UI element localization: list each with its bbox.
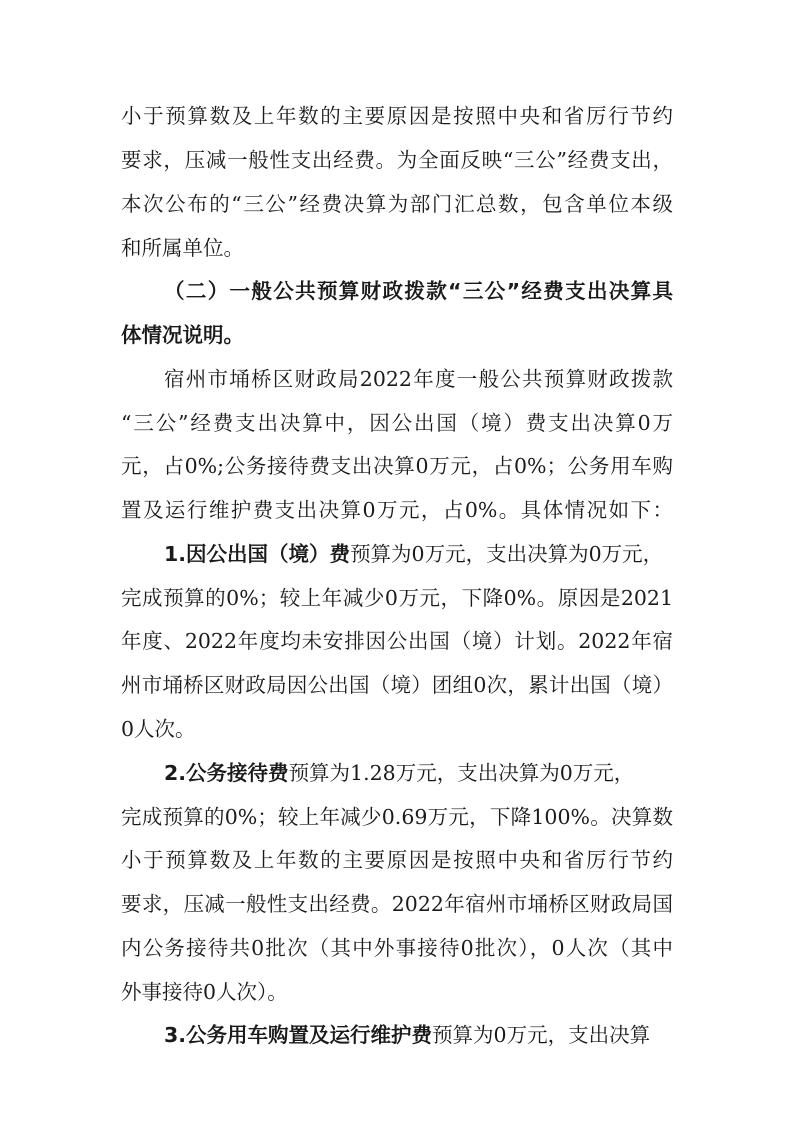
item-label: 2.公务接待费 [164,761,289,785]
paragraph-line: 小于预算数及上年数的主要原因是按照中央和省厉行节约 [121,104,673,128]
item-first-line [164,756,673,790]
paragraph-line: 要求，压减一般性支出经费。为全面反映“三公”经费支出， [121,148,673,172]
item-label: 3.公务用车购置及运行维护费 [164,1023,433,1047]
paragraph-line: 年度、2022年度均未安排因公出国（境）计划。2022年宿 [121,629,673,653]
paragraph-line: 完成预算的0%；较上年减少0万元，下降0%。原因是2021 [121,586,673,610]
paragraph-line: 元，占0%;公务接待费支出决算0万元，占0%；公务用车购 [121,454,673,478]
paragraph-line: 0人次。 [121,717,196,741]
section-heading: 体情况说明。 [121,323,244,347]
item-first-line [164,1018,673,1052]
paragraph-line: 本次公布的“三公”经费决算为部门汇总数，包含单位本级 [121,192,673,216]
item-label: 1.因公出国（境）费 [164,542,351,566]
section-heading: （二）一般公共预算财政拨款“三公”经费支出决算具 [164,279,673,303]
paragraph-line: 小于预算数及上年数的主要原因是按照中央和省厉行节约 [121,848,673,872]
paragraph-line: 要求，压减一般性支出经费。2022年宿州市埇桥区财政局国 [121,892,673,916]
paragraph-line: 完成预算的0%；较上年减少0.69万元，下降100%。决算数 [121,805,673,829]
paragraph-line: 外事接待0人次）。 [121,980,288,1004]
item-first-line [164,537,673,571]
item-text: 预算为1.28万元，支出决算为0万元， [288,761,635,785]
paragraph-line: 州市埇桥区财政局因公出国（境）团组0次，累计出国（境） [121,673,673,697]
item-text: 预算为0万元，支出决算为0万元， [350,542,664,566]
item-text: 预算为0万元，支出决算 [432,1023,651,1047]
paragraph-line: “三公”经费支出决算中，因公出国（境）费支出决算0万 [121,411,673,435]
paragraph-line: 宿州市埇桥区财政局2022年度一般公共预算财政拨款 [164,367,673,391]
paragraph-line: 内公务接待共0批次（其中外事接待0批次），0人次（其中 [121,936,673,960]
paragraph-line: 置及运行维护费支出决算0万元，占0%。具体情况如下： [121,498,673,522]
paragraph-line: 和所属单位。 [121,236,244,260]
